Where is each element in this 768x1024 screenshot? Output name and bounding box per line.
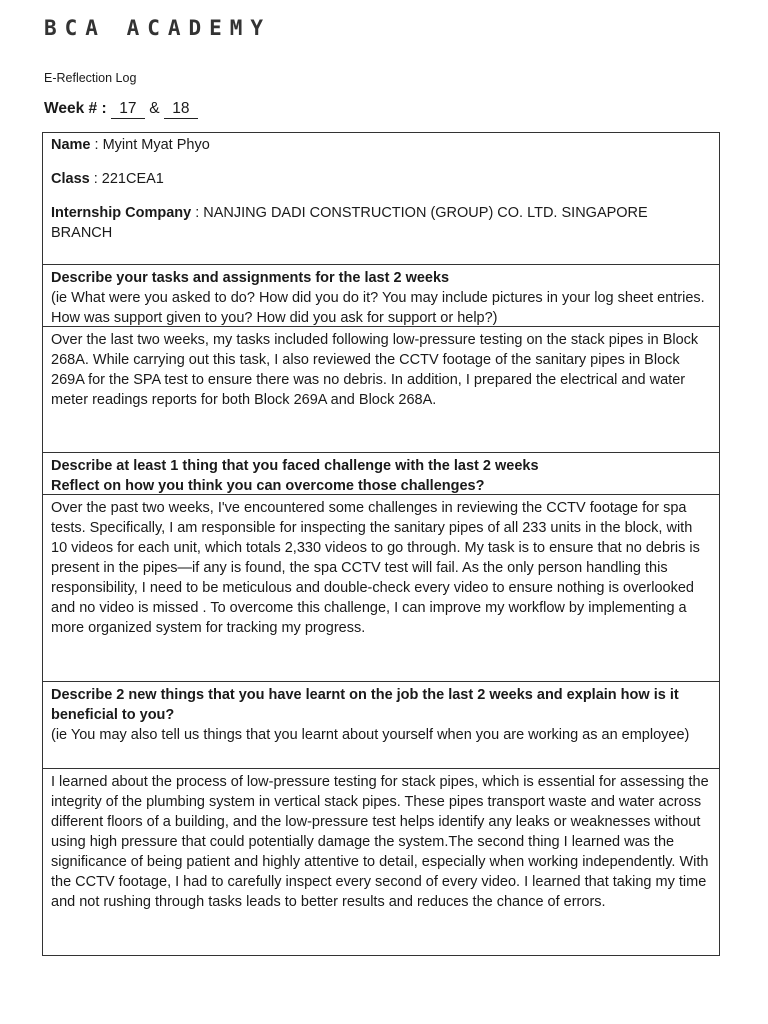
week-number-1: 17 — [111, 100, 145, 119]
tasks-question-box — [42, 264, 720, 326]
week-line — [44, 100, 198, 119]
challenge-heading: Describe at least 1 thing that you faced challenge with the last 2 weeks — [51, 458, 539, 474]
company-label: Internship Company — [51, 205, 192, 221]
learnings-question-box — [42, 681, 720, 768]
student-info-box — [42, 132, 720, 264]
class-label: Class — [51, 171, 90, 187]
class-field: Class : 221CEA1 — [51, 171, 164, 187]
academy-logo: BCA ACADEMY — [44, 16, 272, 40]
week-separator: & — [149, 100, 160, 117]
log-title: E-Reflection Log — [44, 71, 137, 85]
learnings-answer-box — [42, 768, 720, 956]
learnings-answer: I learned about the process of low-pressure testing for stack pipes, which is essential for assessing the integrity of the plumbing system in vertical stack pipes. These pipes transport waste and water across different floors of a building, and the low-pressure test helps identify any leaks or weaknesses without using high pressure that could potentially damage the system.The second thing I learned was the significance of being patient and highly attentive to detail, especially when working independently. With the CCTV footage, I had to carefully inspect every second of every video. I learned that taking my time and not rushing through tasks leads to better results and reduces the chance of errors. — [51, 774, 709, 910]
tasks-heading: Describe your tasks and assignments for the last 2 weeks — [51, 270, 450, 286]
company-value: NANJING DADI CONSTRUCTION (GROUP) CO. LTD. SINGAPORE BRANCH — [51, 205, 648, 241]
company-field: Internship Company : NANJING DADI CONSTRUCTION (GROUP) CO. LTD. SINGAPORE BRANCH — [51, 205, 648, 241]
class-value: 221CEA1 — [101, 171, 164, 187]
week-label: Week # : — [44, 100, 107, 117]
challenge-answer-box — [42, 494, 720, 681]
challenge-question-box — [42, 452, 720, 494]
tasks-answer: Over the last two weeks, my tasks included following low-pressure testing on the stack pipes in Block 268A. While carrying out this task, I also reviewed the CCTV footage of the sanitary pipes in Block 269A for the SPA test to ensure there was no debris. In addition, I prepared the electrical and water meter readings reports for both Block 269A and Block 268A. — [51, 332, 699, 408]
name-label: Name — [51, 137, 91, 153]
name-value: Myint Myat Phyo — [102, 137, 210, 153]
tasks-answer-box — [42, 326, 720, 452]
challenge-subheading: Reflect on how you think you can overcome those challenges? — [51, 478, 485, 494]
challenge-answer: Over the past two weeks, I've encountered some challenges in reviewing the CCTV footage for spa tests. Specifically, I am responsible for inspecting the sanitary pipes of all 233 units in the block, with 10 videos for each unit, which totals 2,330 videos to go through. My task is to ensure that no debris is present in the pipes—if any is found, the spa CCTV test will fail. As the only person handling this responsibility, I need to be meticulous and double-check every video to ensure nothing is overlooked and no video is missed . To overcome this challenge, I can improve my workflow by implementing a more organized system for tracking my progress. — [51, 500, 700, 636]
learnings-subheading: (ie You may also tell us things that you learnt about yourself when you are working as an employee) — [51, 727, 690, 743]
learnings-heading: Describe 2 new things that you have learnt on the job the last 2 weeks and explain how is it beneficial to you? — [51, 687, 679, 723]
tasks-subheading: (ie What were you asked to do? How did you do it? You may include pictures in your log sheet entries. How was support given to you? How did you ask for support or help?) — [51, 290, 705, 326]
week-number-2: 18 — [164, 100, 198, 119]
name-field: Name : Myint Myat Phyo — [51, 137, 210, 153]
